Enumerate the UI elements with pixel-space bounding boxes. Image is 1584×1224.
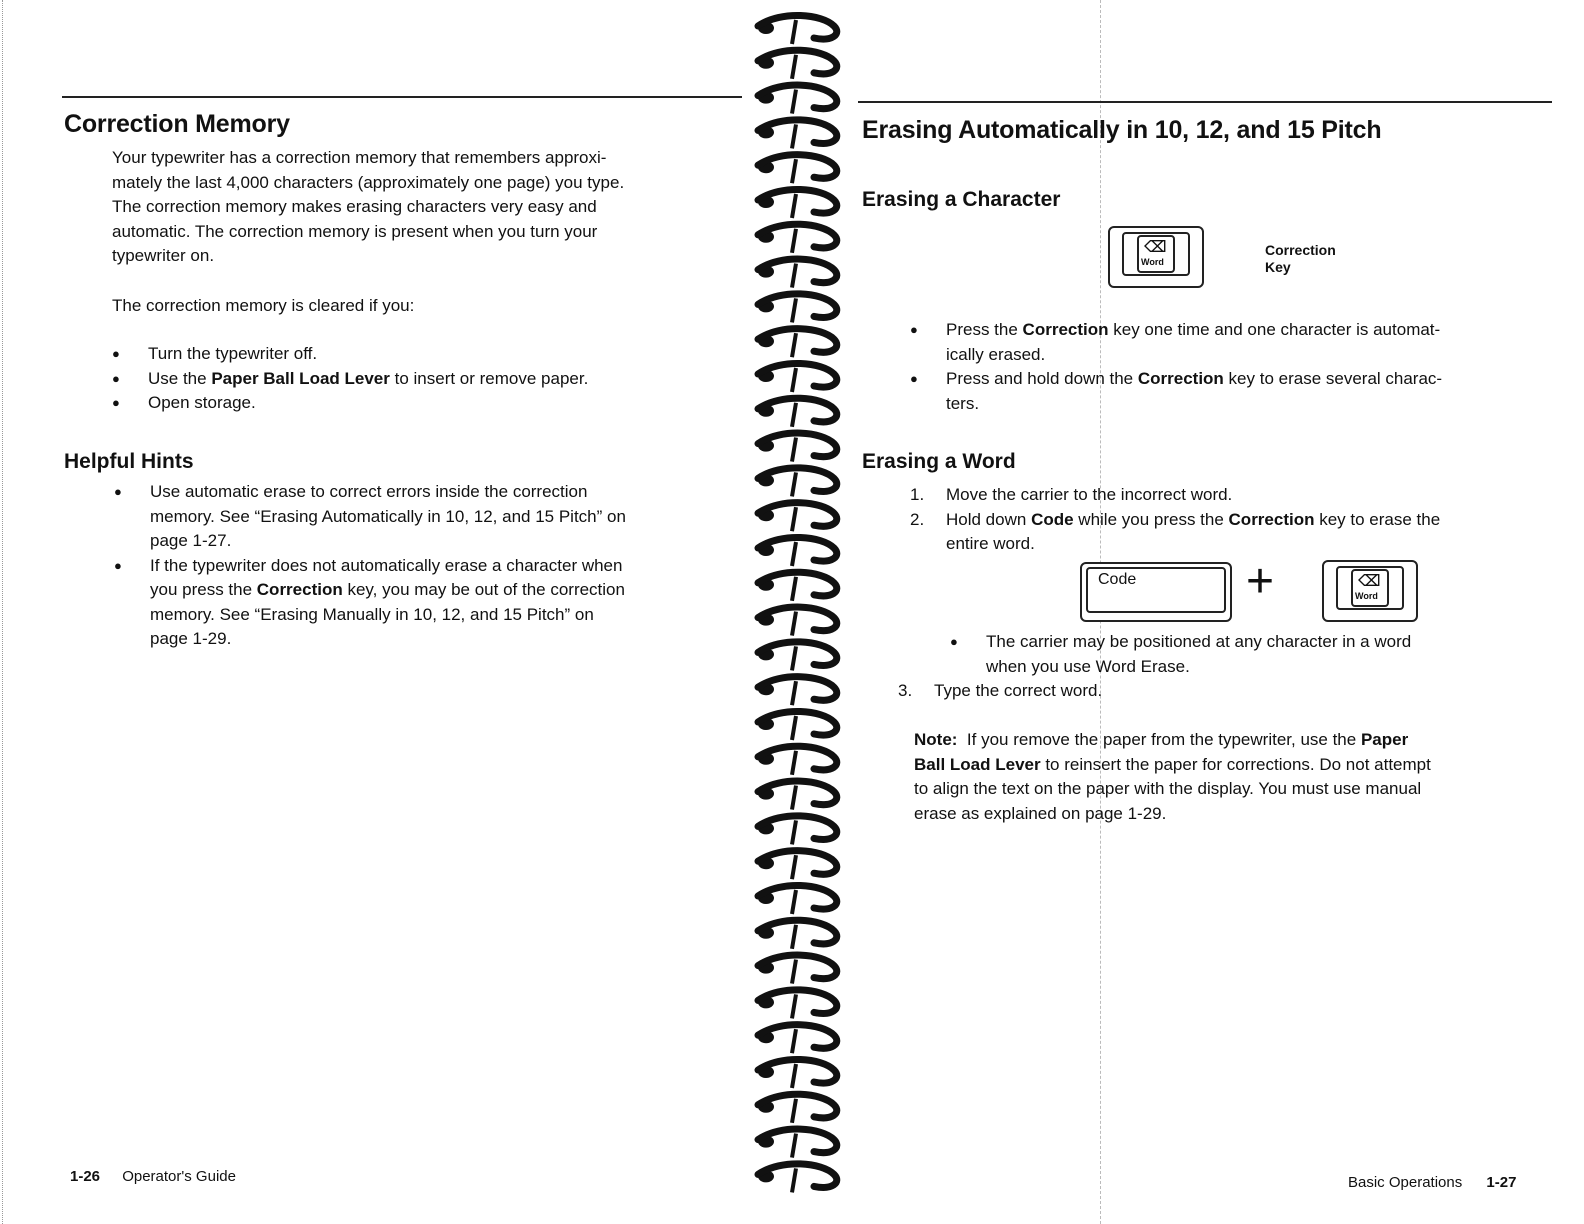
cleared-list (112, 342, 732, 416)
spiral-coil (758, 642, 837, 671)
spiral-coil (758, 990, 837, 1019)
correction-key-icon: ⌫ Word (1108, 226, 1204, 288)
list-item: 2. Hold down Code while you press the Correction key to erase the entire word. (910, 509, 1441, 553)
intro-paragraph: Your typewriter has a correction memory that remembers approxi- mately the last 4,000 characters (approximately one page) you type. The correction memory makes erasing characters very easy and automatic. The correction memory is present when you turn your typewriter on. (112, 148, 625, 265)
footer-title: Operator's Guide (122, 1168, 236, 1185)
spiral-coil (758, 224, 837, 253)
key-caption: Correction Key (1265, 242, 1336, 275)
spiral-coil (758, 781, 837, 810)
spiral-coil (758, 607, 837, 636)
footer-title: Basic Operations (1348, 1174, 1463, 1191)
spiral-coil (758, 816, 837, 845)
spiral-coil (758, 851, 837, 880)
correction-key-icon: ⌫ Word (1322, 560, 1418, 622)
character-bullets (910, 318, 1544, 416)
list-item: ● Press the Correction key one time and one character is automat- ically erased. (910, 318, 1544, 367)
page-title: Erasing Automatically in 10, 12, and 15 Pitch (862, 116, 1382, 144)
backspace-icon: ⌫ (1358, 573, 1381, 590)
page-footer (1348, 1174, 1516, 1191)
top-rule (62, 96, 742, 98)
spiral-coil (758, 920, 837, 949)
page-footer (70, 1168, 236, 1185)
page-number: 1-27 (1486, 1174, 1517, 1191)
spiral-coil (758, 746, 837, 775)
top-rule (858, 101, 1552, 103)
plus-icon: + (1246, 555, 1275, 608)
note-paragraph: Note: If you remove the paper from the typewriter, use the Paper Ball Load Lever to reinsert the paper for corrections. Do not attempt to align the text on the paper with the display. You must use manual erase as explained on page 1-29. (914, 730, 1431, 823)
spiral-coil (758, 433, 837, 462)
spiral-coil (758, 1164, 837, 1193)
section-title: Erasing a Character (862, 188, 1061, 211)
section-title: Helpful Hints (64, 450, 194, 473)
list-item: ● If the typewriter does not automatically erase a character when you press the Correction key, you may be out of the correction memory. See “Erasing Manually in 10, 12, and 15 Pitch” on page 1-29. (114, 554, 744, 652)
spiral-coil (758, 329, 837, 358)
code-key-icon: Code (1080, 562, 1232, 622)
spiral-coil (758, 677, 837, 706)
spiral-coil (758, 189, 837, 218)
list-item: 1. Move the carrier to the incorrect word. (910, 485, 1233, 504)
list-item: ● Use automatic erase to correct errors inside the correction memory. See “Erasing Automatically in 10, 12, and 15 Pitch” on page 1-27. (114, 480, 744, 554)
spiral-coil (758, 120, 837, 149)
spiral-coil (758, 885, 837, 914)
spiral-coil (758, 1094, 837, 1123)
spiral-coil (758, 711, 837, 740)
hints-list (114, 480, 744, 652)
page-title: Correction Memory (64, 110, 290, 138)
spiral-coil (758, 363, 837, 392)
spiral-coil (758, 955, 837, 984)
spiral-coil (758, 572, 837, 601)
spiral-coil (758, 85, 837, 114)
section-title: Erasing a Word (862, 450, 1016, 473)
spiral-coil (758, 398, 837, 427)
spiral-coil (758, 1129, 837, 1158)
list-item: ● Turn the typewriter off. (112, 342, 732, 367)
spiral-coil (758, 537, 837, 566)
word-sub-bullets (950, 630, 1550, 679)
spiral-coil (758, 50, 837, 79)
spiral-coil (758, 294, 837, 323)
list-item: ● Use the Paper Ball Load Lever to insert or remove paper. (112, 367, 732, 392)
right-page (850, 0, 1584, 1224)
list-item: ● Press and hold down the Correction key to erase several charac- ters. (910, 367, 1544, 416)
spiral-coil (758, 1025, 837, 1054)
page-number: 1-26 (70, 1168, 101, 1185)
left-page (0, 0, 750, 1224)
spiral-coil (758, 259, 837, 288)
list-item: ● Open storage. (112, 391, 732, 416)
word-steps-continued (898, 679, 1538, 704)
spiral-coil (758, 468, 837, 497)
spiral-coil (758, 503, 837, 532)
word-steps (910, 483, 1550, 557)
backspace-icon: ⌫ (1144, 239, 1167, 256)
spiral-coil (758, 155, 837, 184)
list-item: 3. Type the correct word. (898, 681, 1103, 700)
spiral-coil (758, 15, 837, 44)
spiral-binding (752, 0, 848, 1224)
list-item: ● The carrier may be positioned at any character in a word when you use Word Erase. (950, 630, 1550, 679)
spiral-coil (758, 1059, 837, 1088)
cleared-intro: The correction memory is cleared if you: (112, 296, 415, 315)
